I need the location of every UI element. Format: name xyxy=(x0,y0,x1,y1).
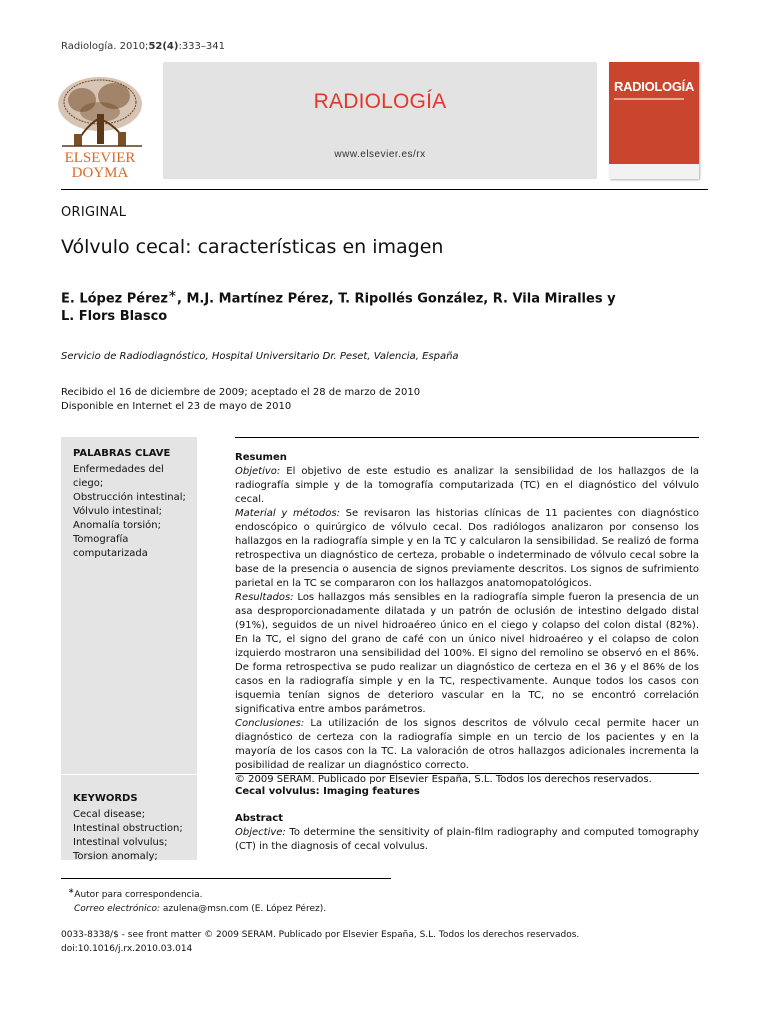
abstract-mid-rule xyxy=(235,773,699,774)
keyword-item: Torsion anomaly; xyxy=(73,851,158,862)
abstract-top-rule xyxy=(235,437,699,438)
keywords-es-heading: PALABRAS CLAVE xyxy=(73,448,171,459)
keyword-item: Obstrucción intestinal; xyxy=(73,492,186,503)
keyword-item: Vólvulo intestinal; xyxy=(73,506,163,517)
authors: E. López Pérez∗, M.J. Martínez Pérez, T. Ripollés González, R. Vila Miralles y L. Flors Blasco xyxy=(61,287,616,325)
section-label: ORIGINAL xyxy=(61,205,127,220)
cover-strip xyxy=(609,164,699,179)
keywords-es-box xyxy=(61,437,197,774)
received-date: Recibido el 16 de diciembre de 2009; aceptado el 28 de marzo de 2010 xyxy=(61,387,421,398)
cover-rule xyxy=(614,98,684,100)
keyword-item: Intestinal volvulus; xyxy=(73,837,168,848)
keyword-item: Tomografía computarizada xyxy=(73,534,148,559)
abstract-en xyxy=(235,785,699,854)
issn-line: 0033-8338/$ - see front matter © 2009 SERAM. Publicado por Elsevier España, S.L. Todos los derechos reservados. xyxy=(61,930,580,940)
publisher-line2: DOYMA xyxy=(71,165,129,181)
keyword-item: Cecal disease; xyxy=(73,809,146,820)
article-dates xyxy=(61,386,420,414)
journal-name: RADIOLOGÍA xyxy=(313,90,447,113)
abstract-es xyxy=(235,451,699,787)
online-date: Disponible en Internet el 23 de mayo de 2010 xyxy=(61,401,292,412)
article-title: Vólvulo cecal: características en imagen xyxy=(61,236,444,258)
english-title: Cecal volvulus: Imaging features xyxy=(235,786,420,797)
header-divider xyxy=(61,189,708,190)
cover-title: RADIOLOGÍA xyxy=(614,79,695,94)
abstract-en-heading: Abstract xyxy=(235,813,284,824)
keywords-en-box xyxy=(61,774,197,862)
journal-url[interactable]: www.elsevier.es/rx xyxy=(334,149,426,160)
keyword-item: Anomalía torsión; xyxy=(73,520,161,531)
footnote: ∗Autor para correspondencia. Correo electrónico: azulena@msn.com (E. López Pérez). xyxy=(68,886,327,914)
copyright-es: © 2009 SERAM. Publicado por Elsevier España, S.L. Todos los derechos reservados. xyxy=(235,774,652,785)
keyword-item: Enfermedades del ciego; xyxy=(73,464,164,489)
abstract-es-body: Objetivo: El objetivo de este estudio es analizar la sensibilidad de los hallazgos de la radiografía simple y de la tomografía computarizada (TC) en el diagnóstico del vólvulo cecal. Material y métodos: Se revisaron las historias clínicas de 11 pacientes con diagnóstico endoscópico o quirúrgico de vólvulo cecal. Dos radiólogos analizaron por consenso los hallazgos en la radiografía simple y en la TC y calcularon la sensibilidad. Se realizó de forma retrospectiva un diagnóstico de certeza, probable o indeterminado de vólvulo cecal sobre la base de la presencia o ausencia de signos previamente descritos. Los signos de sufrimiento parietal en la TC se compararon con los hallazgos anatomopatológicos. Resultados: Los hallazgos más sensibles en la radiografía simple fueron la presencia de un asa desproporcionadamente dilatada y un patrón de oclusión de intestino delgado distal (91%), seguidos de un nivel hidroaéreo único en el ciego y colapso del colon distal (82%). En la TC, el signo del grano de café con un único nivel hidroaéreo y el colapso de colon izquierdo mostraron una sensibilidad del 100%. El signo del remolino se observó en el 86%. De forma retrospectiva se pudo realizar un diagnóstico de certeza en el 36 y el 86% de los casos en la radiografía simple y en la TC, respectivamente. Aunque todos los casos con isquemia tenían signos de deterioro vascular en la TC, no se encontró correlación significativa entre ambos parámetros. Conclusiones: La utilización de los signos descritos de vólvulo cecal permite hacer un diagnóstico de certeza con la radiografía simple en un tercio de los pacientes y en la mayoría de los casos con la TC. La valoración de otros hallazgos adicionales incrementa la posibilidad de realizar un diagnóstico correcto. © 2009 SERAM. Publicado por Elsevier España, S.L. Todos los derechos reservados. xyxy=(235,466,699,785)
tree-icon xyxy=(52,72,152,182)
keywords-en-heading: KEYWORDS xyxy=(73,793,138,804)
citation: Radiología. 2010;52(4):333–341 xyxy=(61,41,225,52)
footnote-rule xyxy=(61,878,391,879)
elsevier-logo xyxy=(52,72,152,182)
publisher-line1: ELSEVIER xyxy=(64,150,136,166)
keyword-item: Intestinal obstruction; xyxy=(73,823,183,834)
abstract-en-body: Objective: To determine the sensitivity of plain-film radiography and computed tomography (CT) in the diagnosis of cecal volvulus. xyxy=(235,827,699,852)
author-email[interactable]: azulena@msn.com (E. López Pérez). xyxy=(160,904,327,914)
journal-banner xyxy=(163,62,597,179)
journal-cover xyxy=(609,62,699,179)
abstract-es-heading: Resumen xyxy=(235,452,287,463)
affiliation: Servicio de Radiodiagnóstico, Hospital Universitario Dr. Peset, Valencia, España xyxy=(61,351,459,362)
issn-doi xyxy=(61,928,579,956)
doi-line[interactable]: doi:10.1016/j.rx.2010.03.014 xyxy=(61,944,193,954)
